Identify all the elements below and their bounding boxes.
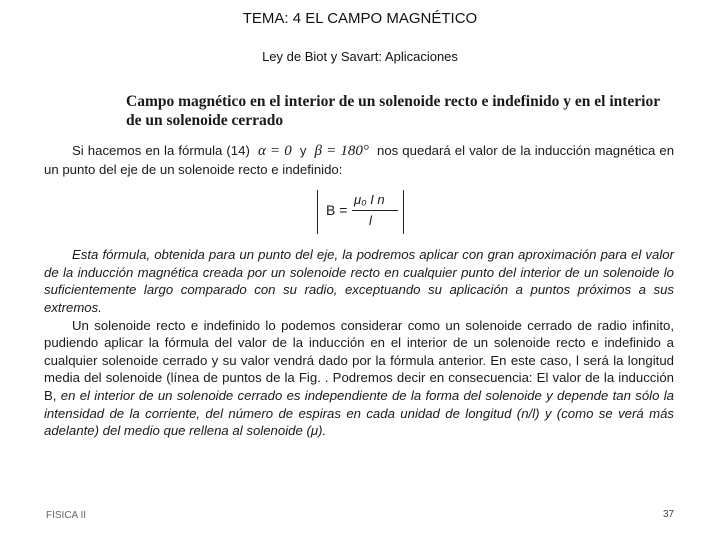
paragraph-closed-solenoid	[44, 317, 674, 440]
page-number: 37	[663, 509, 675, 520]
intro-and: y	[299, 143, 307, 158]
intro-text-end: nos quedará el valor de la inducción magnética en un punto del eje de un solenoide recto e indefinido:	[44, 143, 675, 177]
footer-course: FISICA II	[46, 510, 87, 521]
scanned-textbook-excerpt	[44, 92, 674, 440]
closed-solenoid-conclusion: en el interior de un solenoide cerrado es independiente de la forma del solenoide y depende tan sólo la intensidad de la corriente, del número de espiras en cada unidad de longitud (n/l) y (como se verá más adelante) del medio que rellena al solenoide (μ).	[44, 387, 675, 439]
formula-lhs: B =	[326, 202, 348, 219]
slide-title: TEMA: 4 EL CAMPO MAGNÉTICO	[242, 10, 478, 27]
formula-denominator: l	[369, 213, 372, 229]
formula-box	[317, 190, 404, 234]
paragraph-intro	[44, 142, 674, 178]
paragraph-approximation: Esta fórmula, obtenida para un punto del eje, la podremos aplicar con gran aproximación para el valor de la inducción magnética creada por un solenoide recto en cualquier punto del interior de un solenoide lo suficientemente largo comparado con su radio, exceptuando su aplicación a puntos próximos a sus extremos.	[44, 247, 674, 315]
section-heading: Campo magnético en el interior de un solenoide recto e indefinido y en el interior de un solenoide cerrado	[126, 93, 660, 129]
condition-alpha: α = 0	[257, 143, 292, 159]
closed-solenoid-text: Un solenoide recto e indefinido lo podemos considerar como un solenoide cerrado de radio infinito, pudiendo aplicar la fórmula del valor de la inducción en el interior de un solenoide recto e indefinido a cualquier solenoide cerrado y su valor vendrá dado por la fórmula anterior. En este caso, l será la longitud media del solenoide (línea de puntos de la Fig. . Podremos decir en consecuencia: El valor de la inducción B,	[44, 317, 674, 403]
condition-beta: β = 180°	[314, 143, 369, 159]
intro-text-start: Si hacemos en la fórmula (14)	[72, 143, 250, 158]
slide-subtitle: Ley de Biot y Savart: Aplicaciones	[262, 49, 458, 64]
fraction-bar	[352, 210, 398, 211]
formula-numerator: μ₀ I n	[354, 192, 385, 208]
